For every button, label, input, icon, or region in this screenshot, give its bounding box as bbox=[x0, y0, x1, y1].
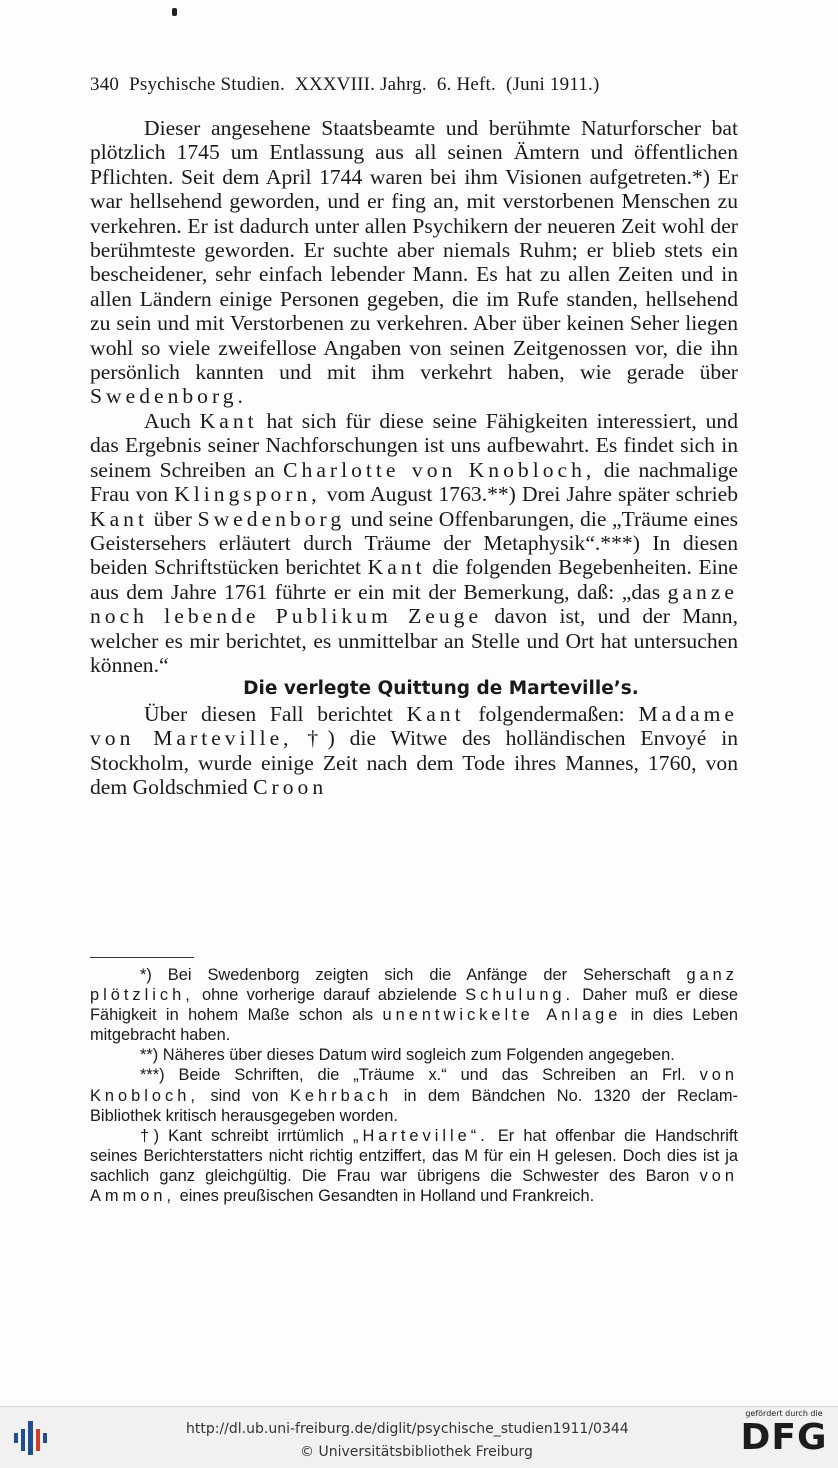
footnotes bbox=[90, 965, 738, 1206]
footnote-2: **) Näheres über dieses Datum wird sogleich zum Folgenden angegeben. bbox=[140, 1046, 675, 1065]
footnote-rule bbox=[90, 957, 194, 958]
paragraph-2: Auch Kant hat sich für diese seine Fähigkeiten interessiert, und das Ergebnis seiner Nachforschungen ist uns aufbewahrt. Es findet sich in seinem Schreiben an Charlotte von Knobloch, die nachmalige Frau von Klingsporn, vom August 1763.**) Drei Jahre später schrieb Kant über Swedenborg und seine Offenbarungen, die „Träume eines Geistersehers erläutert durch Träume der Metaphysik“.***) In diesen beiden Schriftstücken berichtet Kant die folgenden Begebenheiten. Eine aus dem Jahre 1761 führte er ein mit der Bemerkung, daß: „das ganze noch lebende Publikum Zeuge davon ist, und der Mann, welcher es mir berichtet, es unmittelbar an Stelle und Ort hat untersuchen können.“ bbox=[90, 408, 739, 677]
name-swedenborg: Swedenborg. bbox=[90, 384, 247, 409]
volume-label: XXXVIII. Jahrg. bbox=[294, 74, 427, 95]
dfg-logo: DFG bbox=[740, 1417, 828, 1458]
name-kant: Kant bbox=[406, 701, 465, 726]
name-charlotte: Charlotte von Knobloch, bbox=[283, 457, 596, 482]
footnote-1: *) Bei Swedenborg zeigten sich die Anfänge der Seherschaft ganz plötzlich, ohne vorherige darauf abzielende Schulung. Daher muß er diese Fähigkeit in hohem Maße schon als unentwickelte Anlage in dies Leben mitgebracht haben. bbox=[90, 966, 738, 1045]
name-marteville: Madame von Marteville, bbox=[90, 701, 738, 751]
issue-date: (Juni 1911.) bbox=[505, 74, 600, 95]
name-kant: Kant bbox=[367, 555, 426, 580]
section-heading: Die verlegte Quittung de Marteville’s. bbox=[243, 678, 639, 700]
footnote-3: ***) Beide Schriften, die „Träume x.“ und das Schreiben an Frl. von Knobloch, sind von Kehrbach in dem Bändchen No. 1320 der Reclam-Bibliothek kritisch herausgegeben worden. bbox=[90, 1066, 738, 1125]
paragraph-1: Dieser angesehene Staatsbeamte und berühmte Naturforscher bat plötzlich 1745 um Entlassung aus all seinen Ämtern und öffentlichen Pflichten. Seit dem April 1744 waren bei ihm Visionen aufgetreten.*) Er war hellsehend geworden, und er fing an, mit verstorbenen Menschen zu verkehren. Er ist dadurch unter allen Psychikern der neueren Zeit wohl der berühmteste geworden. Er suchte aber niemals Ruhm; er blieb stets ein bescheidener, sehr einfach lebender Mann. Es hat zu allen Zeiten und in allen Ländern einige Personen gegeben, die im Rufe standen, hellsehend zu sein und mit Verstorbenen zu verkehren. Aber über keinen Seher liegen wohl so viele zweifellose Angaben von seinen Zeitgenossen vor, die ihn persönlich kannten und mit ihm verkehrt haben, wie gerade über Swedenborg. bbox=[90, 116, 738, 409]
dfg-badge[interactable] bbox=[736, 1409, 832, 1465]
ink-spot bbox=[172, 8, 177, 16]
issue-label: 6. Heft. bbox=[436, 74, 496, 95]
library-logo-icon bbox=[10, 1415, 54, 1459]
main-text bbox=[90, 116, 738, 799]
emphasis-text: ganze noch lebende Publikum Zeuge bbox=[90, 579, 738, 629]
name-kant: Kant bbox=[199, 408, 258, 433]
footnote-4: †) Kant schreibt irrtümlich „Harteville“. Er hat offenbar die Handschrift seines Berichterstatters nicht richtig entziffert, das M für ein H gelesen. Doch dies ist ja sachlich ganz gleichgültig. Die Frau war übrigens die Schwester des Baron von Ammon, eines preußischen Gesandten in Holland und Frankreich. bbox=[90, 1126, 739, 1206]
permalink-url[interactable]: http://dl.ub.uni-freiburg.de/diglit/psychische_studien1911/0344 bbox=[186, 1421, 629, 1437]
paragraph-3: Über diesen Fall berichtet Kant folgendermaßen: Madame von Marteville, †) die Witwe des holländischen Envoyé in Stockholm, wurde einige Zeit nach dem Tode ihres Mannes, 1760, von dem Goldschmied Croon bbox=[90, 701, 738, 799]
name-croon: Croon bbox=[253, 774, 328, 799]
dfg-caption: gefördert durch die bbox=[745, 1409, 823, 1418]
running-header bbox=[90, 74, 738, 96]
page-number: 340 bbox=[90, 74, 120, 95]
name-kant: Kant bbox=[90, 506, 148, 531]
journal-title: Psychische Studien. bbox=[129, 74, 285, 95]
viewer-footer bbox=[0, 1406, 838, 1468]
name-klingsporn: Klingsporn, bbox=[174, 482, 321, 507]
copyright-notice: © Universitätsbibliothek Freiburg bbox=[300, 1444, 533, 1460]
name-swedenborg: Swedenborg bbox=[197, 506, 346, 531]
